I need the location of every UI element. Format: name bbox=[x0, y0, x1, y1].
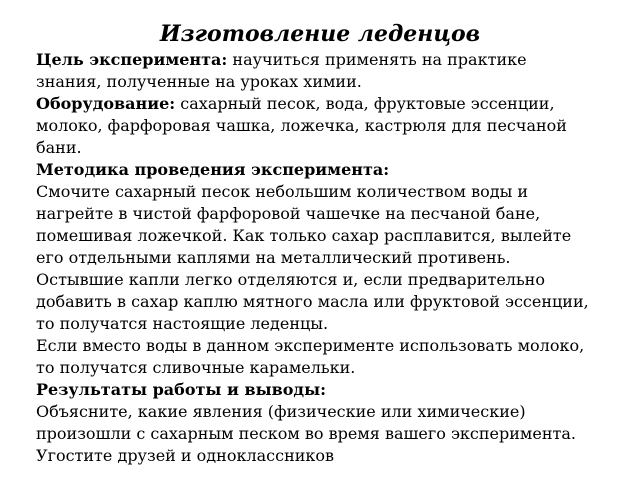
goal-text: научиться применять на практике знания, полученные на уроках химии. bbox=[36, 50, 527, 91]
equipment-label: Оборудование: bbox=[36, 94, 176, 113]
document-body bbox=[36, 49, 596, 467]
method-heading: Методика проведения эксперимента: bbox=[36, 160, 390, 179]
equipment-paragraph bbox=[36, 93, 596, 159]
milk-text: Если вместо воды в данном эксперименте использовать молоко, то получатся сливочные карамельки. bbox=[36, 336, 585, 377]
goal-label: Цель эксперимента: bbox=[36, 50, 228, 69]
method-text: Смочите сахарный песок небольшим количеством воды и нагрейте в чистой фарфоровой чашечке на песчаной бане, помешивая ложечкой. Как только сахар расплавится, вылейте его отдельными каплями на металлический противень. Остывшие капли легко отделяются и, если предварительно добавить в сахар каплю мятного масла или фруктовой эссенции, то получатся настоящие леденцы. bbox=[36, 182, 589, 333]
goal-paragraph bbox=[36, 49, 596, 93]
results-text: Объясните, какие явления (физические или химические) произошли с сахарным песком во время вашего эксперимента. Угостите друзей и одноклассников bbox=[36, 402, 576, 465]
document-title: Изготовление леденцов bbox=[159, 21, 481, 47]
results-heading: Результаты работы и выводы: bbox=[36, 380, 327, 399]
equipment-text: сахарный песок, вода, фруктовые эссенции, молоко, фарфоровая чашка, ложечка, кастрюля для песчаной бани. bbox=[36, 94, 567, 157]
